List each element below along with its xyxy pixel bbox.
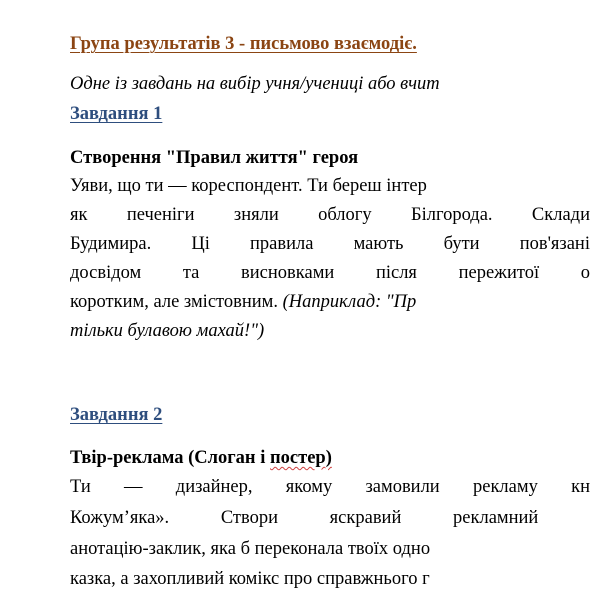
word: — — [124, 477, 143, 497]
word: Уяви, що ти — кореспондент. Ти береш інтер — [70, 176, 427, 196]
word: анотацію-заклик, яка б переконала твоїх одно — [70, 539, 431, 559]
word: дизайнер, — [175, 477, 253, 497]
task1-line-2 — [70, 202, 590, 228]
word: Ці — [191, 234, 210, 254]
word: досвідом — [70, 263, 142, 283]
task2-line-2 — [70, 505, 590, 531]
task1-line-4 — [70, 260, 590, 286]
word: облогу — [318, 205, 372, 225]
word: Склади — [531, 205, 590, 225]
word: рекламний — [453, 508, 539, 528]
word: висновками — [241, 263, 335, 283]
word: печеніги — [126, 205, 195, 225]
word: пережитої — [458, 263, 540, 283]
task2-line-4 — [70, 566, 430, 592]
task2-title-misspelled: постер) — [270, 448, 332, 468]
word: бути — [443, 234, 480, 254]
word: коротким, але змістовним. — [70, 292, 283, 312]
task2-heading: Завдання 2 — [70, 405, 163, 425]
task1-line-1 — [70, 173, 427, 199]
word: рекламу — [472, 477, 538, 497]
word: та — [182, 263, 200, 283]
task1-line-5 — [70, 289, 416, 315]
word: Білгорода. — [410, 205, 493, 225]
task2-title-main: Твір-реклама (Слоган і — [70, 448, 270, 468]
word: якому — [285, 477, 333, 497]
word: казка, а захопливий комікс про справжнього г — [70, 569, 430, 589]
word: кн — [571, 477, 590, 497]
word: Ти — [70, 477, 91, 497]
word: о — [580, 263, 590, 283]
word: мають — [353, 234, 404, 254]
group-title: Група результатів 3 - письмово взаємодіє. — [70, 34, 417, 54]
word: Будимира. — [70, 234, 152, 254]
word: після — [375, 263, 417, 283]
word: замовили — [365, 477, 440, 497]
task2-line-1 — [70, 474, 590, 500]
word: Створи — [220, 508, 279, 528]
task1-heading: Завдання 1 — [70, 104, 163, 124]
word: пов'язані — [519, 234, 590, 254]
word: зняли — [233, 205, 279, 225]
task2-title — [70, 445, 332, 471]
word: як — [70, 205, 88, 225]
word: Кожум’яка». — [70, 508, 170, 528]
intro-text: Одне із завдань на вибір учня/учениці або вчит — [70, 74, 440, 94]
task1-line-3 — [70, 231, 590, 257]
task1-example-start: (Наприклад: "Пр — [282, 292, 417, 312]
task1-example-end: тільки булавою махай!") — [70, 321, 265, 341]
task2-line-3 — [70, 536, 430, 562]
word: правила — [250, 234, 314, 254]
word: яскравий — [329, 508, 402, 528]
task1-title: Створення "Правил життя" героя — [70, 148, 359, 168]
